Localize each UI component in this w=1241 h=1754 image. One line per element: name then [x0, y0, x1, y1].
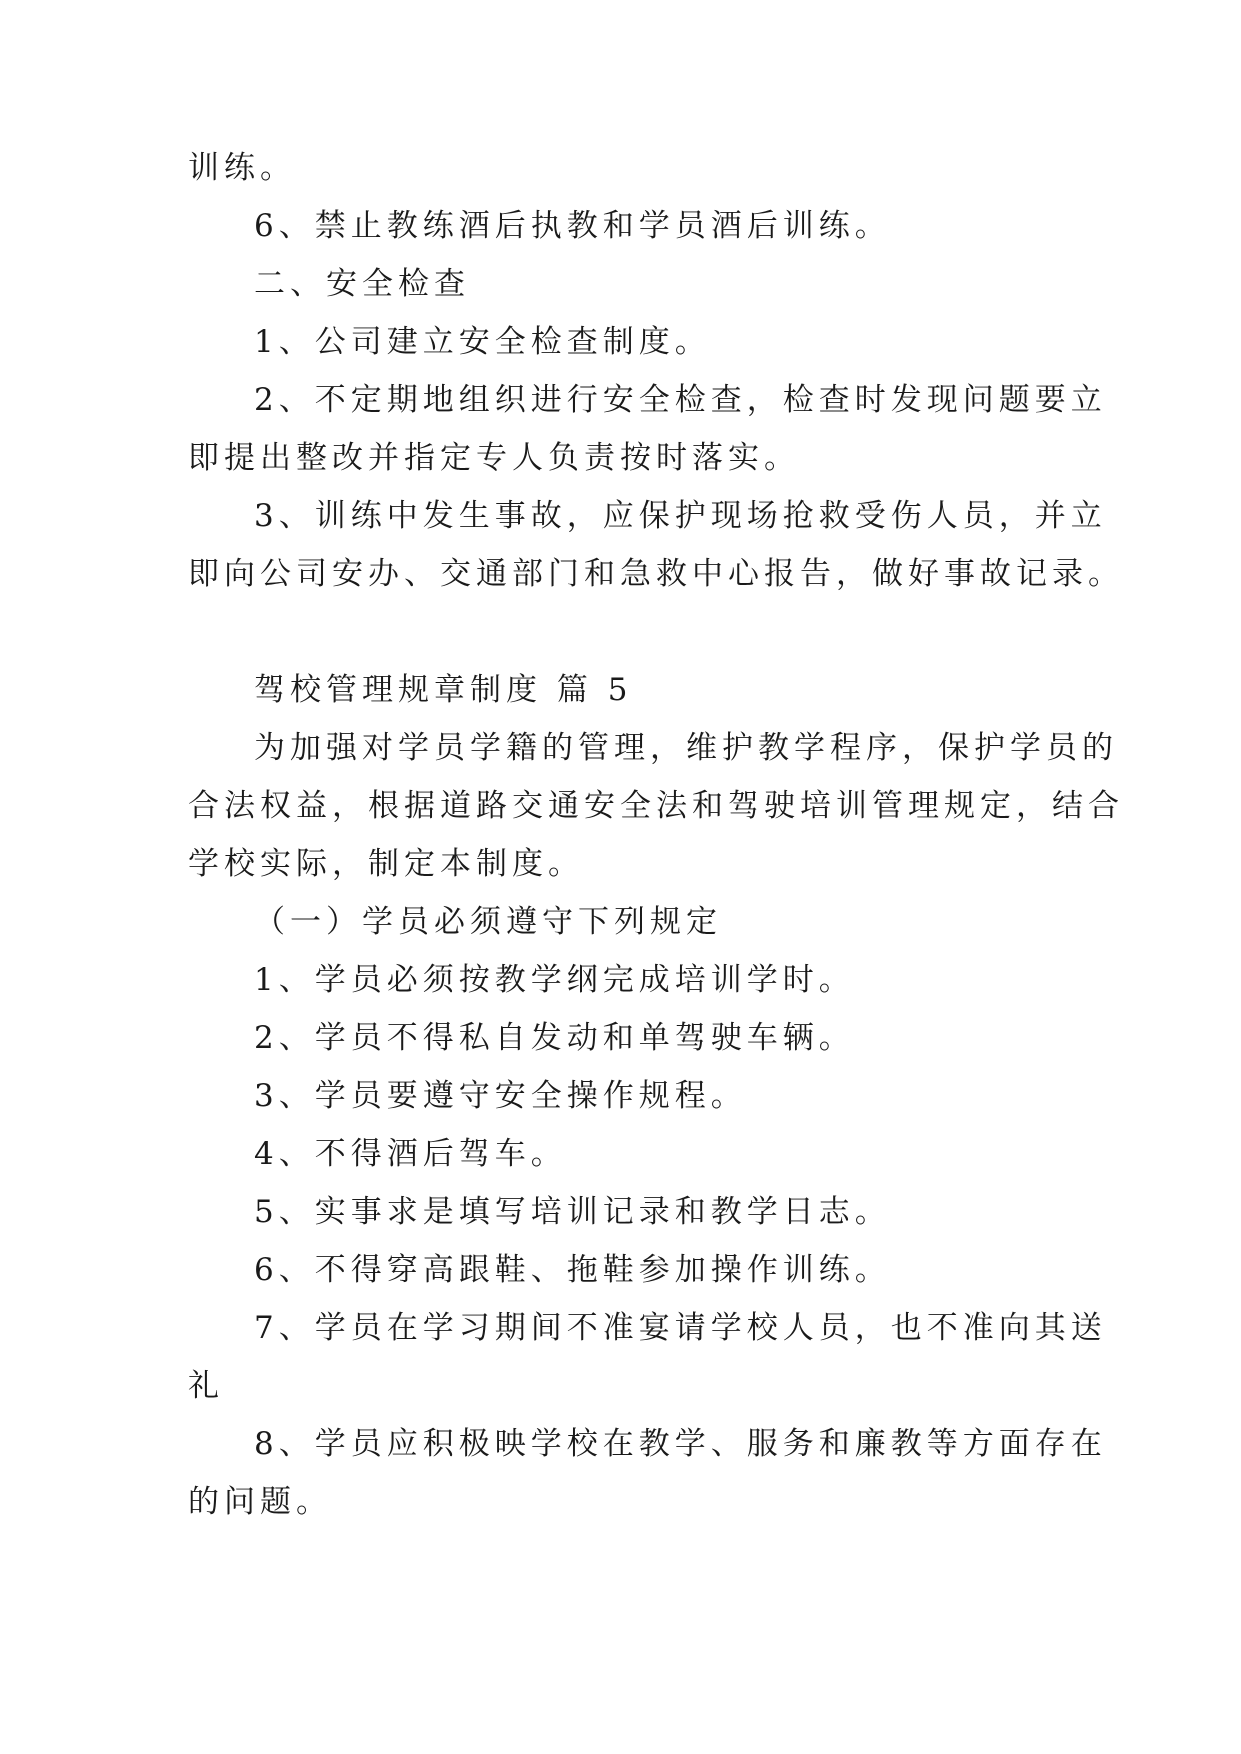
text-line: 即向公司安办、交通部门和急救中心报告，做好事故记录。: [188, 556, 1124, 592]
text-line: 2、不定期地组织进行安全检查，检查时发现问题要立: [254, 382, 1107, 418]
text-line: 7、学员在学习期间不准宴请学校人员，也不准向其送: [254, 1310, 1107, 1346]
text-line: 学校实际，制定本制度。: [188, 846, 584, 882]
text-line: 为加强对学员学籍的管理，维护教学程序，保护学员的: [254, 730, 1118, 766]
text-line: 3、训练中发生事故，应保护现场抢救受伤人员，并立: [254, 498, 1107, 534]
text-line: 即提出整改并指定专人负责按时落实。: [188, 440, 800, 476]
text-line: 的问题。: [188, 1484, 332, 1520]
text-line: 6、禁止教练酒后执教和学员酒后训练。: [254, 208, 891, 244]
section-heading: （一）学员必须遵守下列规定: [254, 904, 722, 940]
text-line: 6、不得穿高跟鞋、拖鞋参加操作训练。: [254, 1252, 891, 1288]
text-line: 8、学员应积极映学校在教学、服务和廉教等方面存在: [254, 1426, 1107, 1462]
text-line: 4、不得酒后驾车。: [254, 1136, 567, 1172]
text-line: 合法权益，根据道路交通安全法和驾驶培训管理规定，结合: [188, 788, 1124, 824]
section-heading: 二、安全检查: [254, 266, 470, 302]
text-line: 3、学员要遵守安全操作规程。: [254, 1078, 747, 1114]
text-line: 1、公司建立安全检查制度。: [254, 324, 711, 360]
text-line: 5、实事求是填写培训记录和教学日志。: [254, 1194, 891, 1230]
text-line: 2、学员不得私自发动和单驾驶车辆。: [254, 1020, 855, 1056]
text-line: 礼: [188, 1368, 224, 1404]
article-title: 驾校管理规章制度 篇 5: [254, 672, 633, 708]
text-line: 训练。: [188, 150, 296, 186]
text-line: 1、学员必须按教学纲完成培训学时。: [254, 962, 855, 998]
